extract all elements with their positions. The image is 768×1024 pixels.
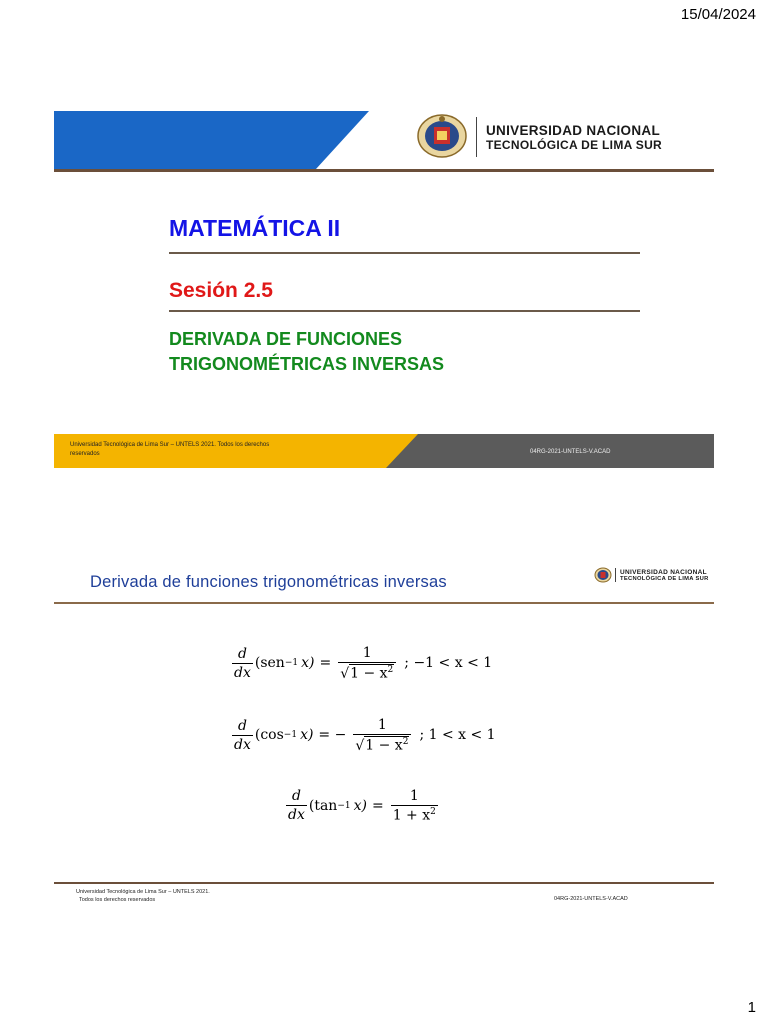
page-date: 15/04/2024 — [680, 6, 756, 23]
footer-copyright-line1: Universidad Tecnológica de Lima Sur – UNTELS 2021. Todos los derechos — [70, 442, 270, 448]
university-name-line1: UNIVERSIDAD NACIONAL — [486, 123, 661, 138]
page-number: 1 — [747, 999, 756, 1016]
title-rule — [169, 252, 640, 254]
formula-arcsin-derivative: $\frac{d}{dx}$ (sen −1 x) = 1 √ $1 - x^2$ ; −1 < x < 1 — [234, 645, 493, 682]
footer-copyright-line2: reservados — [70, 451, 100, 457]
footer-copyright — [76, 888, 210, 904]
footer-rule — [54, 882, 714, 884]
footer-code: 04RG-2021-UNTELS-V.ACAD — [530, 449, 611, 455]
logo-separator — [476, 117, 477, 157]
session-number: Sesión 2.5 — [169, 279, 273, 302]
header-divider — [54, 169, 714, 172]
footer-code: 04RG-2021-UNTELS-V.ACAD — [554, 896, 628, 902]
function-name: (tan — [308, 797, 338, 814]
footer-copyright — [70, 441, 269, 459]
slide-2 — [54, 562, 714, 912]
derivative-operator: $\frac{d}{dx}$ — [234, 645, 251, 681]
footer-copyright-line2: Todos los derechos reservados — [79, 897, 156, 903]
fraction: $\frac{1}{1 + x^2}$ — [392, 788, 436, 824]
topic-line-2: TRIGONOMÉTRICAS INVERSAS — [169, 354, 445, 374]
formula-arccos-derivative: $\frac{d}{dx}$ (cos −1 x) = − 1 √ $1 - x^2$ ; 1 < x < 1 — [234, 717, 496, 754]
fraction: 1 √ $1 - x^2$ — [338, 645, 396, 682]
slide-1 — [54, 111, 714, 468]
university-name-line2: TECNOLÓGICA DE LIMA SUR — [486, 138, 663, 152]
slide-title: Derivada de funciones trigonométricas inversas — [90, 573, 447, 591]
course-title: MATEMÁTICA II — [169, 215, 341, 241]
footer-copyright-line1: Universidad Tecnológica de Lima Sur – UNTELS 2021. — [76, 889, 210, 895]
university-crest-small-icon — [594, 567, 612, 583]
topic-line-1: DERIVADA DE FUNCIONES — [169, 329, 403, 349]
formula-arctan-derivative: $\frac{d}{dx}$ (tan −1 x) = $\frac{1}{1 + x^2}$ — [288, 788, 436, 824]
domain-condition: ; 1 < x < 1 — [419, 727, 496, 744]
function-name: (cos — [254, 727, 284, 744]
domain-condition: ; −1 < x < 1 — [404, 655, 493, 672]
fraction: 1 √ $1 - x^2$ — [353, 717, 411, 754]
function-name: (sen — [254, 655, 285, 672]
derivative-operator: $\frac{d}{dx}$ — [288, 788, 305, 824]
derivative-operator: $\frac{d}{dx}$ — [234, 717, 251, 753]
logo-separator-small — [615, 568, 616, 582]
university-name-small-line1: UNIVERSIDAD NACIONAL — [620, 569, 707, 576]
title-rule — [54, 602, 714, 604]
topic-title — [169, 327, 444, 377]
university-crest-icon — [416, 113, 468, 159]
university-name-small-line2: TECNOLÓGICA DE LIMA SUR — [620, 576, 709, 582]
session-rule — [169, 310, 640, 312]
